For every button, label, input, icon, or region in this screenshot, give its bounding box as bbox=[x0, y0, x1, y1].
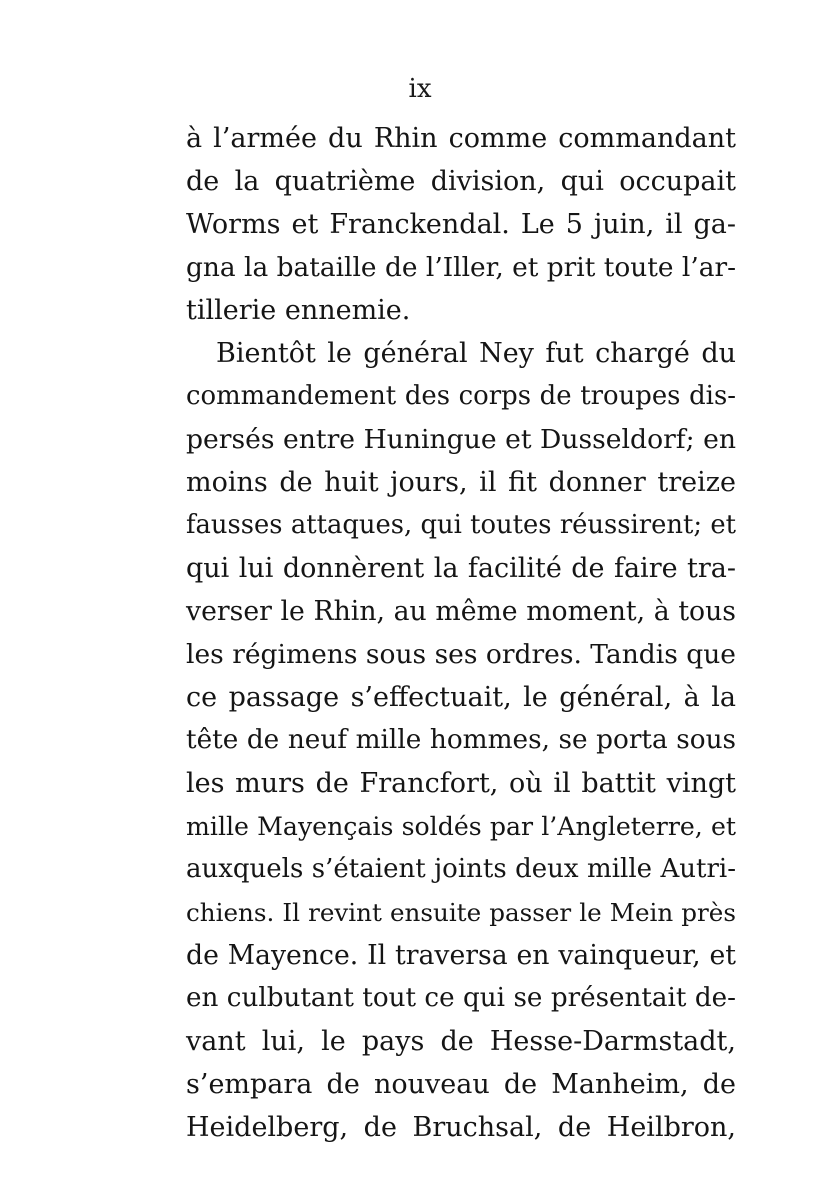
text-line: Bientôt le général Ney fut chargé du bbox=[216, 338, 736, 369]
text-line: verser le Rhin, au même moment, à tous bbox=[186, 596, 736, 627]
text-line: Heidelberg, de Bruchsal, de Heilbron, bbox=[186, 1112, 736, 1143]
text-line: les régimens sous ses ordres. Tandis que bbox=[186, 639, 736, 670]
text-line: s’empara de nouveau de Manheim, de bbox=[186, 1069, 736, 1100]
text-line: Worms et Franckendal. Le 5 juin, il ga- bbox=[186, 209, 736, 240]
text-line: gna la bataille de l’Iller, et prit toute l’ar- bbox=[186, 252, 736, 283]
text-line: les murs de Francfort, où il battit vingt bbox=[186, 768, 736, 799]
text-line: de la quatrième division, qui occupait bbox=[186, 166, 736, 197]
text-line: mille Mayençais soldés par l’Angleterre, et bbox=[186, 812, 736, 841]
text-line: tête de neuf mille hommes, se porta sous bbox=[186, 725, 736, 755]
paragraph-2 bbox=[186, 332, 736, 1149]
text-line: persés entre Huningue et Dusseldorf; en bbox=[186, 424, 736, 455]
text-line: ce passage s’effectuait, le général, à la bbox=[186, 682, 736, 713]
text-line: fausses attaques, qui toutes réussirent; et bbox=[186, 510, 736, 540]
text-line: à l’armée du Rhin comme commandant bbox=[186, 123, 736, 154]
text-line: moins de huit jours, il fit donner treize bbox=[186, 467, 736, 498]
body-text bbox=[186, 117, 736, 1149]
text-line: tillerie ennemie. bbox=[186, 295, 411, 326]
text-line: auxquels s’étaient joints deux mille Autri- bbox=[186, 854, 736, 884]
paragraph-1 bbox=[186, 117, 736, 332]
text-line: vant lui, le pays de Hesse-Darmstadt, bbox=[186, 1026, 736, 1057]
text-line: de Mayence. Il traversa en vainqueur, et bbox=[186, 940, 736, 971]
page-number: ix bbox=[408, 74, 432, 104]
text-line: commandement des corps de troupes dis- bbox=[186, 381, 736, 411]
text-line: chiens. Il revint ensuite passer le Mein près bbox=[186, 898, 736, 927]
text-line: en culbutant tout ce qui se présentait de- bbox=[186, 983, 736, 1013]
text-line: qui lui donnèrent la facilité de faire tra- bbox=[186, 553, 736, 584]
